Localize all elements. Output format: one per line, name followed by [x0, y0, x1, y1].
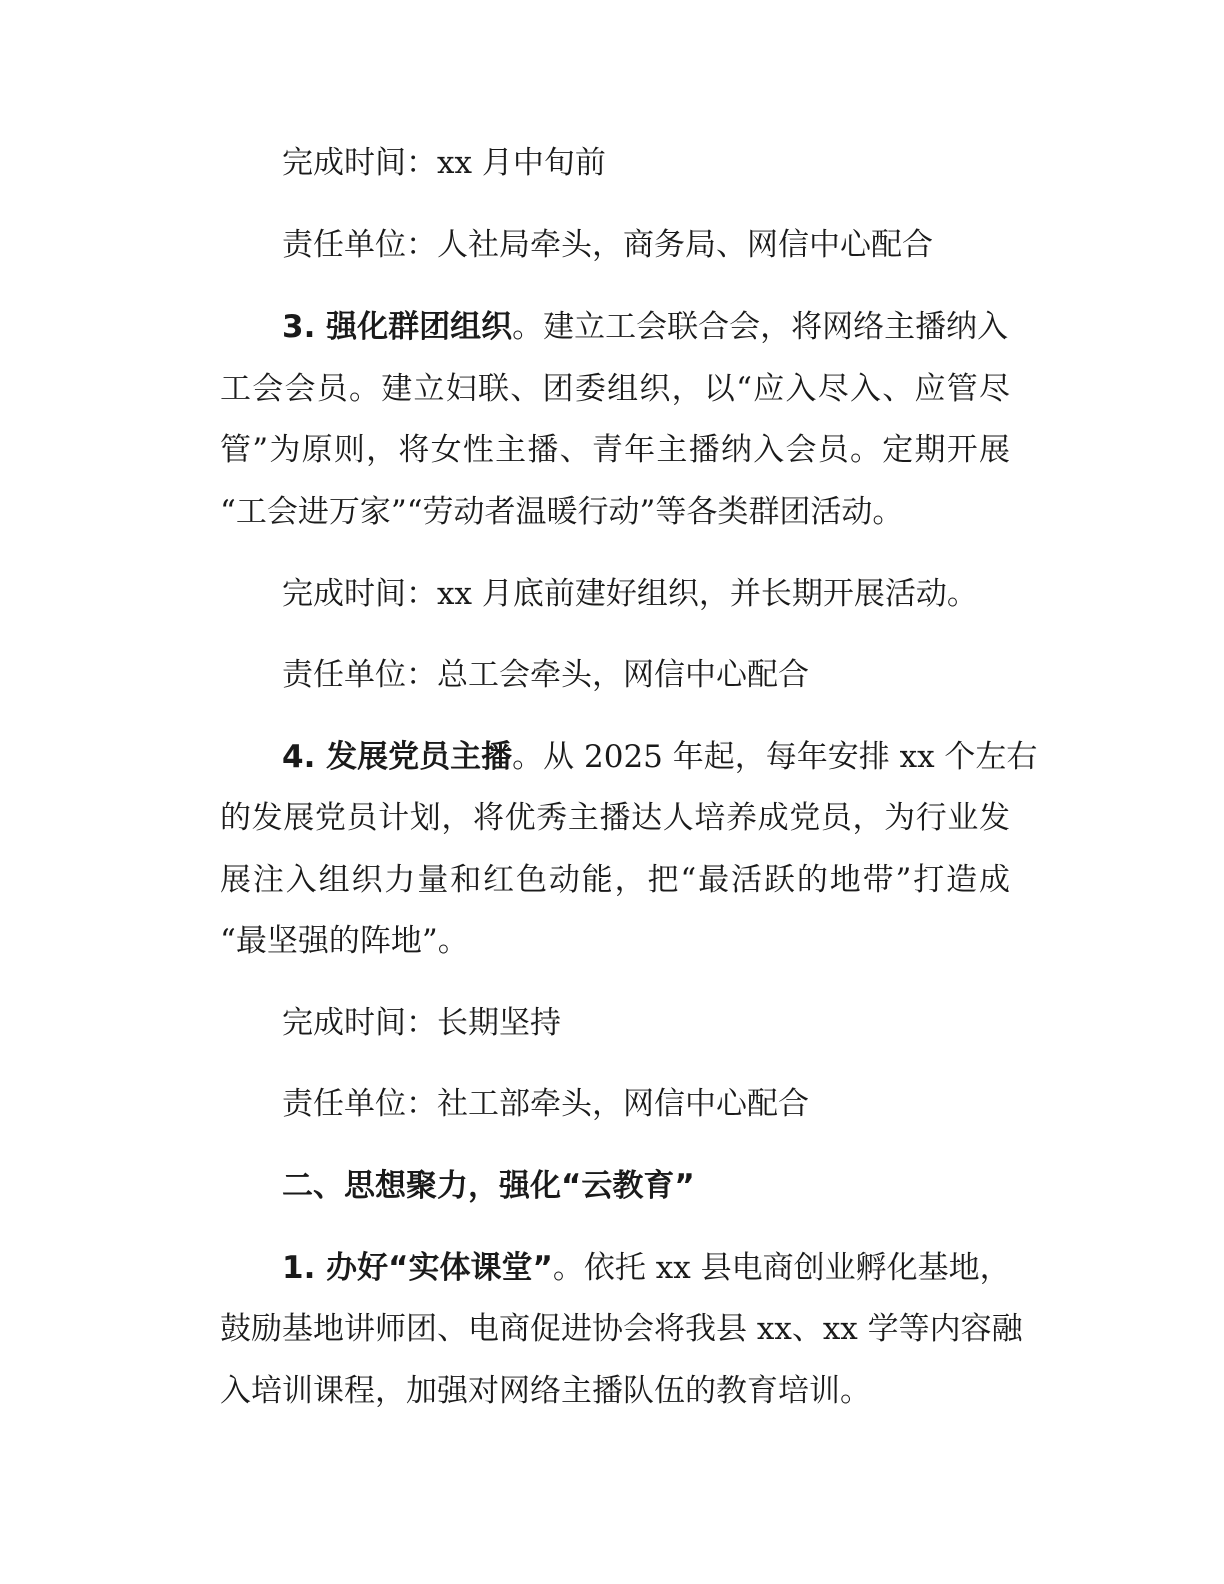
- section-4-responsible-unit: 责任单位：社工部牵头，网信中心配合: [282, 1086, 809, 1122]
- item-1-heading: 1. 办好“实体课堂”: [282, 1250, 553, 1286]
- section-3-heading: 3. 强化群团组织: [282, 309, 513, 345]
- section-4-text-1: 。从 2025 年起，每年安排 xx 个左右: [512, 739, 1038, 775]
- responsible-unit-line-1: 责任单位：人社局牵头，商务局、网信中心配合: [282, 227, 933, 263]
- section-3-text-1: 。建立工会联合会，将网络主播纳入: [512, 309, 1009, 345]
- item-1-text-1: 。依托 xx 县电商创业孵化基地，: [552, 1250, 1011, 1286]
- item-1-text-3: 入培训课程，加强对网络主播队伍的教育培训。: [220, 1373, 871, 1409]
- section-3-completion-time: 完成时间：xx 月底前建好组织，并长期开展活动。: [282, 576, 978, 612]
- document-page: [220, 0, 1038, 1584]
- section-4-completion-time: 完成时间：长期坚持: [282, 1005, 561, 1041]
- completion-time-line-1: 完成时间：xx 月中旬前: [282, 145, 606, 181]
- section-3-text-3: 管”为原则，将女性主播、青年主播纳入会员。定期开展: [220, 432, 1010, 468]
- section-3-first-line: [282, 307, 1008, 347]
- section-3-responsible-unit: 责任单位：总工会牵头，网信中心配合: [282, 657, 809, 693]
- section-4-text-3: 展注入组织力量和红色动能，把“最活跃的地带”打造成: [220, 862, 1010, 898]
- section-4-text-2: 的发展党员计划，将优秀主播达人培养成党员，为行业发: [220, 800, 1010, 836]
- section-4-heading: 4. 发展党员主播: [282, 739, 513, 775]
- section-4-first-line: [282, 737, 1037, 777]
- item-1-text-2: 鼓励基地讲师团、电商促进协会将我县 xx、xx 学等内容融: [220, 1311, 1023, 1347]
- part-2-title: 二、思想聚力，强化“云教育”: [282, 1168, 695, 1204]
- section-3-text-4: “工会进万家”“劳动者温暖行动”等各类群团活动。: [220, 494, 904, 530]
- item-1-first-line: [282, 1248, 1011, 1288]
- section-4-text-4: “最坚强的阵地”。: [220, 923, 469, 959]
- section-3-text-2: 工会会员。建立妇联、团委组织，以“应入尽入、应管尽: [220, 371, 1010, 407]
